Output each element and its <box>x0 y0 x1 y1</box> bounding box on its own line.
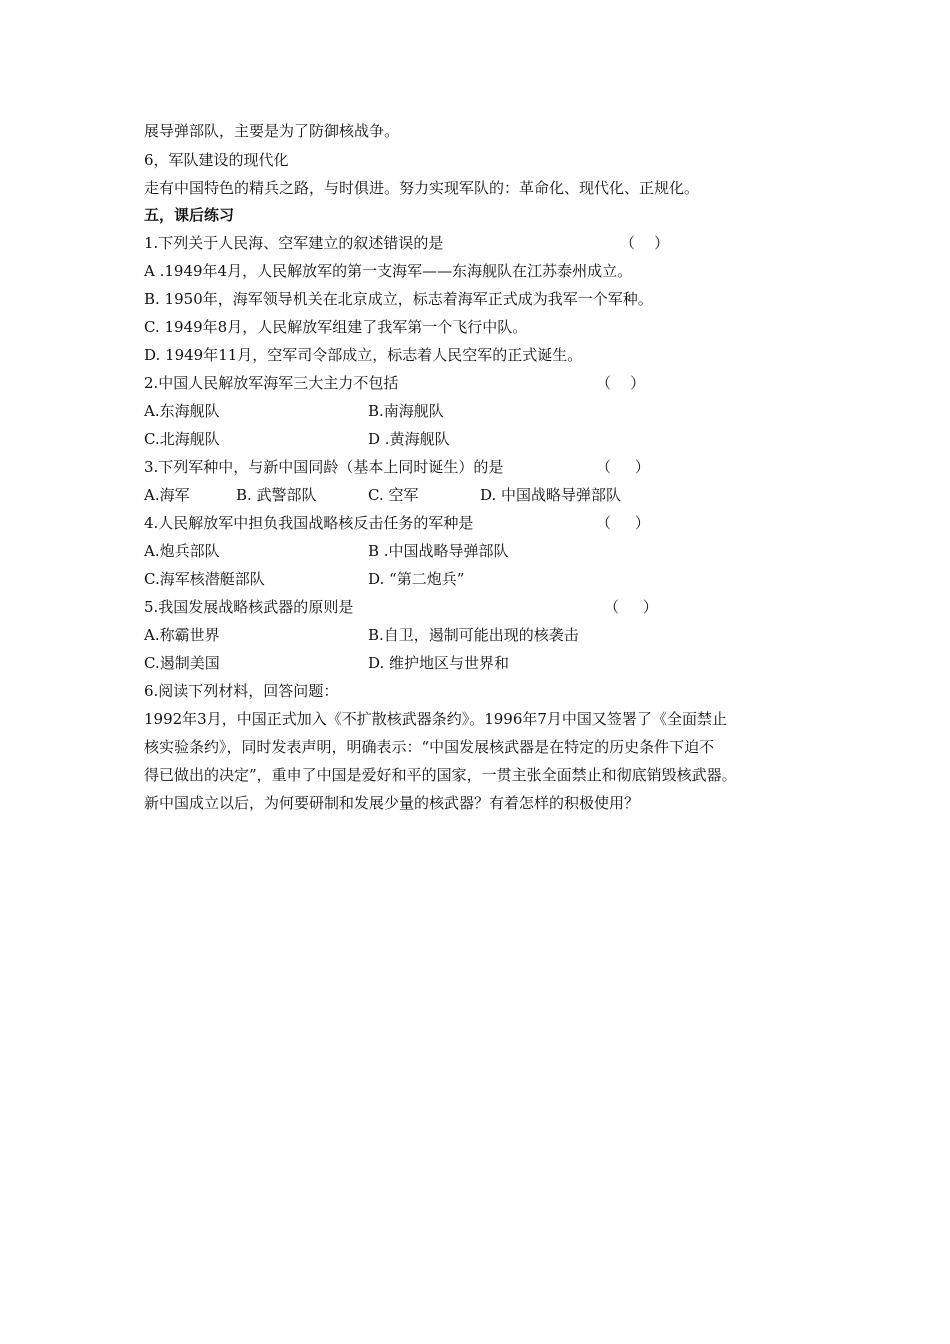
q5-option-b: B.自卫，遏制可能出现的核袭击 <box>368 626 579 644</box>
q1-option-b: B. 1950年，海军领导机关在北京成立，标志着海军正式成为我军一个军种。 <box>144 290 653 308</box>
q3-option-d: D. 中国战略导弹部队 <box>480 486 622 504</box>
section-title: 五，课后练习 <box>144 206 235 224</box>
q5-stem: 5.我国发展战略核武器的原则是 <box>144 598 354 616</box>
q2-option-b: B.南海舰队 <box>368 402 444 420</box>
q5-option-c: C.遏制美国 <box>144 654 220 672</box>
q3-option-c: C. 空军 <box>368 486 419 504</box>
q3-answer-paren: （ ） <box>596 458 650 476</box>
q3-option-b: B. 武警部队 <box>236 486 317 504</box>
q6-material-line-3: 得已做出的决定”，重申了中国是爱好和平的国家，一贯主张全面禁止和彻底销毁核武器。 <box>144 766 737 784</box>
item6-title: 6，军队建设的现代化 <box>144 151 289 169</box>
q3-stem: 3.下列军种中，与新中国同龄（基本上同时诞生）的是 <box>144 458 504 476</box>
q2-answer-paren: （ ） <box>596 374 646 392</box>
q1-answer-paren: （ ） <box>620 234 670 252</box>
q6-material-line-2: 核实验条约》，同时发表声明，明确表示：“中国发展核武器是在特定的历史条件下迫不 <box>144 738 715 756</box>
item6-text: 走有中国特色的精兵之路，与时俱进。努力实现军队的：革命化、现代化、正规化。 <box>144 179 700 197</box>
q2-option-c: C.北海舰队 <box>144 430 220 448</box>
q1-option-c: C. 1949年8月，人民解放军组建了我军第一个飞行中队。 <box>144 318 528 336</box>
q4-option-a: A.炮兵部队 <box>144 542 220 560</box>
q6-material-line-1: 1992年3月，中国正式加入《不扩散核武器条约》。1996年7月中国又签署了《全面禁止 <box>144 710 727 728</box>
q1-option-d: D. 1949年11月，空军司令部成立，标志着人民空军的正式诞生。 <box>144 346 583 364</box>
q1-option-a: A .1949年4月，人民解放军的第一支海军——东海舰队在江苏泰州成立。 <box>144 262 633 280</box>
q4-option-c: C.海军核潜艇部队 <box>144 570 265 588</box>
q5-option-d: D. 维护地区与世界和 <box>368 654 510 672</box>
q2-stem: 2.中国人民解放军海军三大主力不包括 <box>144 374 399 392</box>
q2-option-a: A.东海舰队 <box>144 402 220 420</box>
q1-stem: 1.下列关于人民海、空军建立的叙述错误的是 <box>144 234 444 252</box>
intro-line: 展导弹部队，主要是为了防御核战争。 <box>144 122 400 140</box>
q6-stem: 6.阅读下列材料，回答问题： <box>144 682 339 700</box>
q4-option-b: B .中国战略导弹部队 <box>368 542 509 560</box>
q4-stem: 4.人民解放军中担负我国战略核反击任务的军种是 <box>144 514 474 532</box>
q2-option-d: D .黄海舰队 <box>368 430 450 448</box>
q5-answer-paren: （ ） <box>604 598 658 616</box>
q4-answer-paren: （ ） <box>596 514 650 532</box>
q5-option-a: A.称霸世界 <box>144 626 220 644</box>
q4-option-d: D. “第二炮兵” <box>368 570 465 588</box>
q6-question: 新中国成立以后，为何要研制和发展少量的核武器？有着怎样的积极使用？ <box>144 794 640 812</box>
q3-option-a: A.海军 <box>144 486 190 504</box>
